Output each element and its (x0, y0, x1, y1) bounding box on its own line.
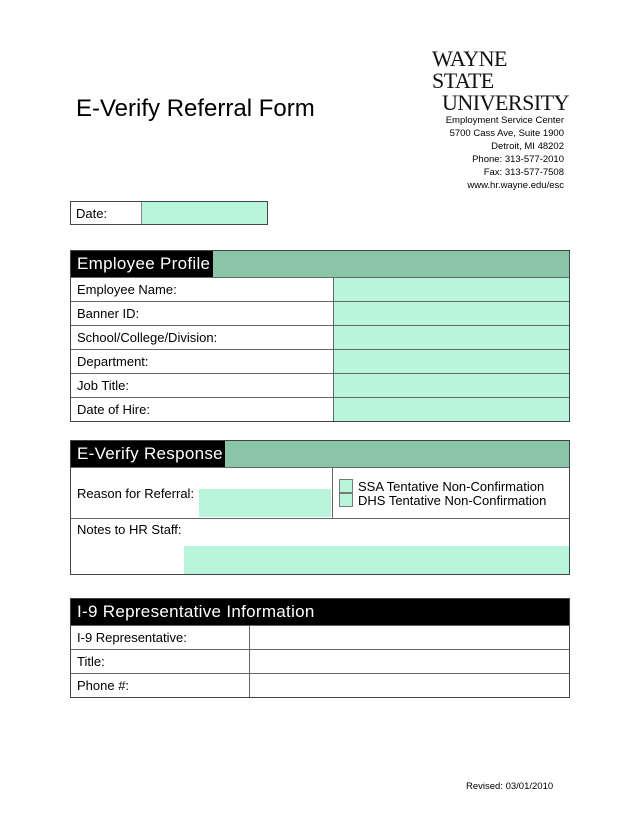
employee-name-label: Employee Name: (77, 282, 177, 297)
ssa-option[interactable] (339, 479, 544, 494)
reason-divider (332, 468, 333, 518)
i9-phone-row (71, 673, 569, 697)
school-college-row (71, 325, 569, 349)
notes-field[interactable] (184, 546, 569, 574)
dhs-option[interactable] (339, 493, 546, 508)
i9-title-row (71, 649, 569, 673)
revised-date: Revised: 03/01/2010 (466, 781, 554, 792)
department-field[interactable] (333, 350, 569, 373)
logo-line-1: WAYNE STATE (432, 46, 507, 93)
date-label: Date: (76, 206, 108, 221)
i9-title-label: Title: (77, 654, 105, 669)
employee-name-row (71, 277, 569, 301)
contact-info (446, 114, 564, 192)
contact-fax: Fax: 313-577-7508 (483, 167, 564, 178)
contact-office: Employment Service Center (445, 115, 564, 126)
i9-phone-field[interactable] (249, 674, 569, 697)
i9-info-heading: I-9 Representative Information (77, 602, 315, 621)
date-of-hire-row (71, 397, 569, 421)
contact-address: 5700 Cass Ave, Suite 1900 (449, 128, 564, 139)
header-accent (213, 251, 569, 277)
job-title-row (71, 373, 569, 397)
reason-row (71, 467, 569, 518)
employee-name-field[interactable] (333, 278, 569, 301)
i9-rep-label: I-9 Representative: (77, 630, 187, 645)
i9-title-field[interactable] (249, 650, 569, 673)
banner-id-field[interactable] (333, 302, 569, 325)
school-college-field[interactable] (333, 326, 569, 349)
i9-rep-field[interactable] (249, 626, 569, 649)
employee-profile-section (70, 250, 570, 422)
reason-field[interactable] (199, 489, 331, 517)
header-accent (225, 441, 569, 467)
notes-row (71, 518, 569, 574)
employee-profile-heading: Employee Profile (77, 254, 211, 273)
form-title: E-Verify Referral Form (76, 95, 315, 122)
i9-rep-row (71, 625, 569, 649)
wayne-state-logo (432, 46, 569, 115)
job-title-field[interactable] (333, 374, 569, 397)
ssa-checkbox[interactable] (339, 479, 353, 493)
employee-profile-header (71, 251, 569, 277)
everify-response-section (70, 440, 570, 575)
date-field[interactable] (141, 202, 267, 224)
reason-label: Reason for Referral: (77, 486, 195, 501)
i9-phone-label: Phone #: (77, 678, 130, 693)
everify-response-header (71, 441, 569, 467)
ssa-option-label: SSA Tentative Non-Confirmation (358, 479, 545, 494)
i9-info-section (70, 598, 570, 698)
dhs-option-label: DHS Tentative Non-Confirmation (358, 493, 547, 508)
job-title-label: Job Title: (77, 378, 130, 393)
dhs-checkbox[interactable] (339, 493, 353, 507)
banner-id-label: Banner ID: (77, 306, 140, 321)
school-college-label: School/College/Division: (77, 330, 218, 345)
date-of-hire-field[interactable] (333, 398, 569, 421)
contact-website[interactable]: www.hr.wayne.edu/esc (467, 180, 564, 191)
everify-response-heading: E-Verify Response (77, 444, 223, 463)
date-of-hire-label: Date of Hire: (77, 402, 150, 417)
logo-line-2: UNIVERSITY (442, 90, 569, 115)
date-row (70, 201, 268, 225)
banner-id-row (71, 301, 569, 325)
notes-label: Notes to HR Staff: (77, 522, 182, 537)
department-label: Department: (77, 354, 149, 369)
department-row (71, 349, 569, 373)
i9-info-header (71, 599, 569, 625)
contact-city: Detroit, MI 48202 (491, 141, 564, 152)
contact-phone: Phone: 313-577-2010 (472, 154, 564, 165)
